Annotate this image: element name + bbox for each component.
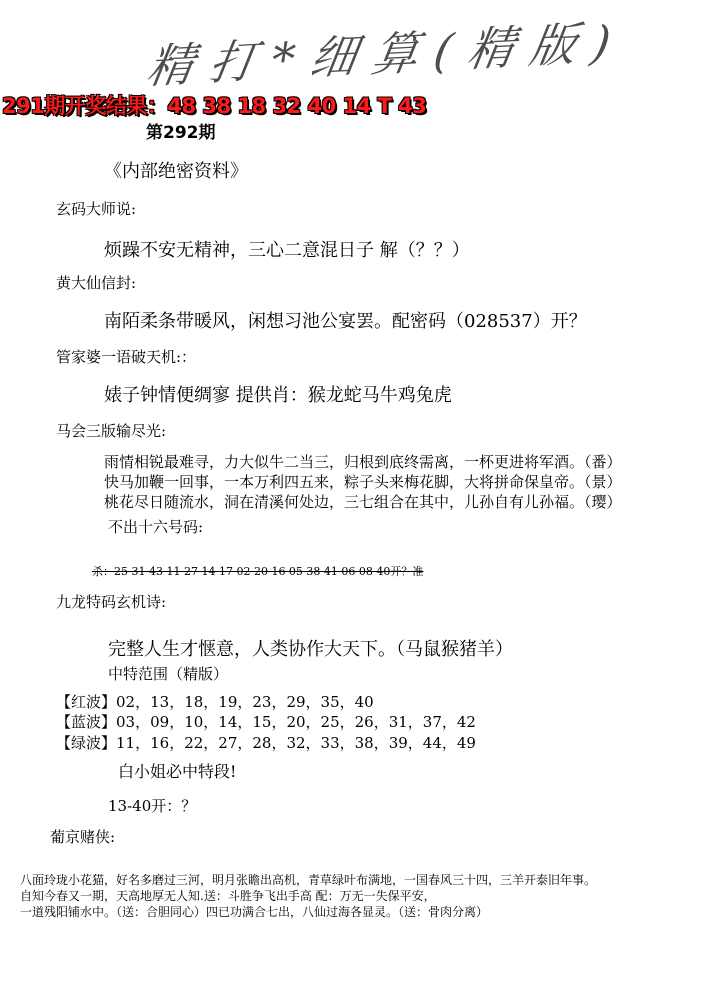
poem-line: 雨情相锐最难寻，力大似牛二当三，归根到底终需离，一杯更进将军酒。（番）: [104, 453, 622, 471]
miss-bai-text: 白小姐必中特段!: [118, 762, 237, 781]
kill-numbers: 杀：25 31 43 11 27 14 17 02 20 16 05 38 41 06 08 40开？准: [92, 565, 424, 578]
mahui-label: 马会三版输尽光:: [56, 422, 167, 440]
wave-row-red: [56, 691, 374, 712]
result-line: 291期开奖结果：48 38 18 32 40 14 T 43: [2, 94, 427, 118]
wave-tag: 【红波】: [56, 693, 117, 711]
housekeeper-label: 管家婆一语破天机:：: [56, 348, 197, 366]
letter-label: 黄大仙信封:: [56, 274, 137, 292]
master-text: 烦躁不安无精神，三心二意混日子 解（？？）: [104, 240, 470, 261]
footer-line: 八面玲珑小花猫，好名多磨过三河，明月张瞻出高机，青草绿叶布满地，一国春风三十四，三羊开泰旧年事。: [20, 873, 597, 887]
issue-number: 第292期: [146, 123, 216, 143]
wave-numbers: 11，16，22，27，28，32，33，38，39，44，49: [116, 734, 476, 752]
housekeeper-text: 婊子钟情便绸寥 提供肖：猴龙蛇马牛鸡兔虎: [104, 385, 452, 406]
range-hint: 13-40开：？: [108, 797, 197, 815]
wave-row-blue: [56, 711, 476, 732]
doc-title: 《内部绝密资料》: [104, 161, 248, 182]
letter-text: 南陌柔条带暖风，闲想习池公宴罢。配密码（028537）开？: [104, 311, 587, 332]
handwritten-title: 精打*细算(精版): [143, 14, 631, 94]
wave-tag: 【绿波】: [56, 734, 117, 752]
master-label: 玄码大师说:: [56, 200, 137, 218]
footer-line: 一道残阳铺水中。（送：合胆同心）四已功满合七出，八仙过海各显灵。（送：骨肉分离）: [20, 905, 489, 919]
jiulong-label: 九龙特码玄机诗:: [56, 593, 167, 611]
wave-numbers: 03，09，10，14，15，20，25，26，31，37，42: [116, 713, 476, 731]
no-sixteen-label: 不出十六号码:: [108, 518, 204, 536]
footer-line: 自知今春又一期，天高地厚无人知.送：斗胜争飞出手高 配：万无一失保平安，: [20, 889, 436, 903]
jiulong-text: 完整人生才惬意，人类协作大天下。（马鼠猴猪羊）: [108, 639, 513, 660]
wave-tag: 【蓝波】: [56, 713, 117, 731]
wave-numbers: 02，13，18，19，23，29，35，40: [116, 693, 374, 711]
wave-row-green: [56, 732, 476, 753]
range-label: 中特范围（精版）: [108, 665, 229, 683]
poem-line: 快马加鞭一回事，一本万利四五来，粽子头来梅花脚，大将拼命保皇帝。（景）: [104, 473, 622, 491]
poem-line: 桃花尽日随流水，洞在清溪何处边，三七组合在其中，儿孙自有儿孙福。（璎）: [104, 493, 622, 511]
pujing-label: 葡京赌侠:: [50, 828, 116, 846]
